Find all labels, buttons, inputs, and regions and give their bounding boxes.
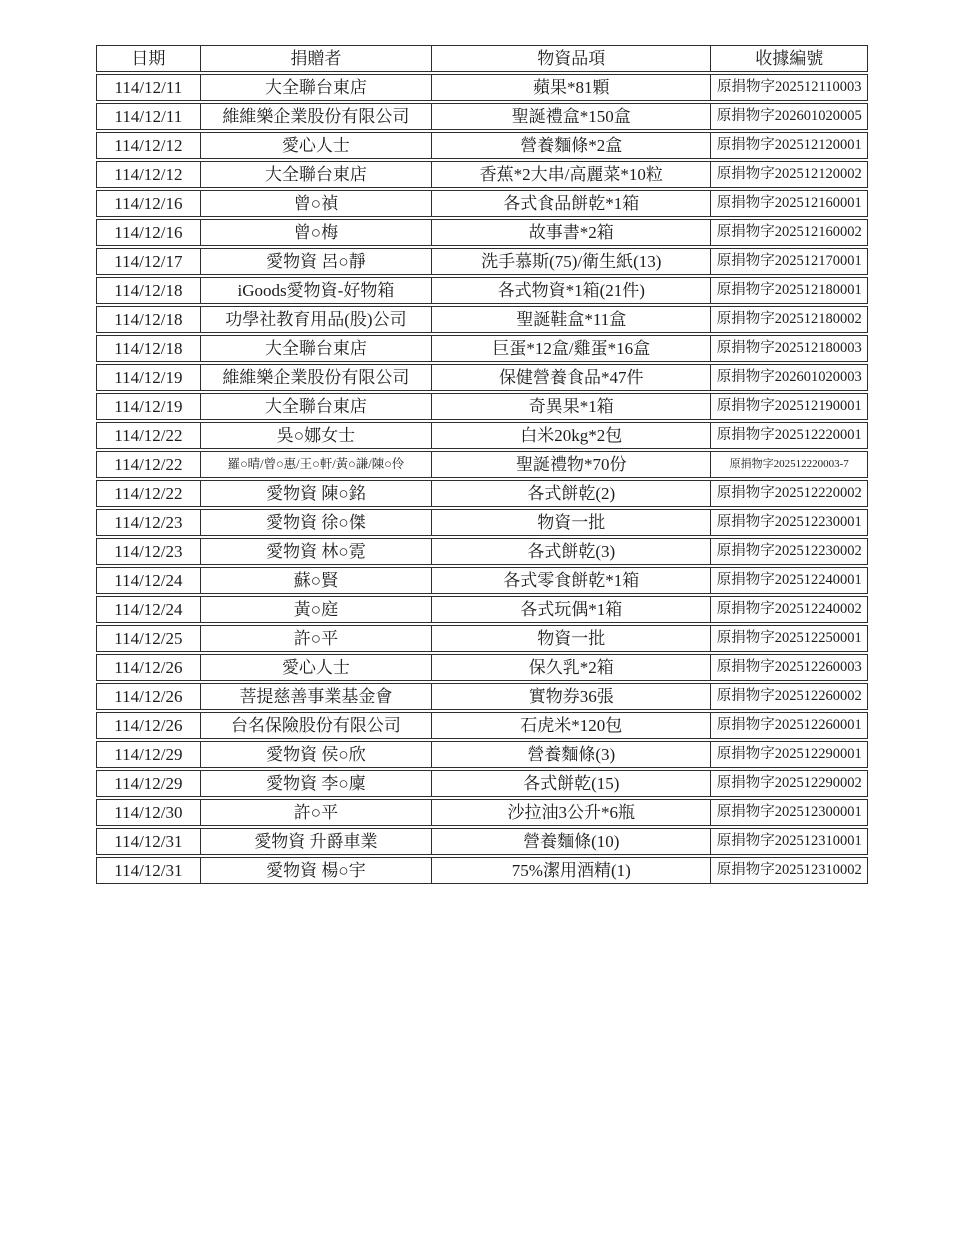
receipt-cell: 原捐物字202512240002 [716,601,862,618]
column-header-item: 物資品項 [432,46,711,71]
item-cell: 香蕉*2大串/高麗菜*10粒 [432,162,711,187]
table-row [96,625,868,652]
donor-cell: 大全聯台東店 [201,394,432,419]
item-cell: 各式餅乾(15) [432,771,711,796]
table-row [96,219,868,246]
donor-cell: 曾○梅 [201,220,432,245]
donor-cell: 愛心人士 [201,133,432,158]
receipt-cell: 原捐物字202601020003 [716,369,862,386]
receipt-cell: 原捐物字202512170001 [716,253,862,270]
column-header-receipt: 收據編號 [755,49,824,68]
item-cell: 保健營養食品*47件 [432,365,711,390]
donor-cell: 功學社教育用品(股)公司 [201,307,432,332]
table-row [96,248,868,275]
receipt-cell: 原捐物字202512110003 [716,79,862,96]
receipt-cell: 原捐物字202601020005 [716,108,862,125]
item-cell: 物資一批 [432,510,711,535]
date-cell: 114/12/25 [97,626,201,651]
donor-cell: 曾○禎 [201,191,432,216]
date-cell: 114/12/30 [97,800,201,825]
date-cell: 114/12/16 [97,220,201,245]
date-cell: 114/12/22 [97,452,201,477]
donor-cell: 愛物資 侯○欣 [201,742,432,767]
receipt-cell: 原捐物字202512230002 [716,543,862,560]
table-row [96,480,868,507]
table-row [96,364,868,391]
item-cell: 聖誕禮盒*150盒 [432,104,711,129]
item-cell: 各式零食餅乾*1箱 [432,568,711,593]
table-row [96,654,868,681]
item-cell: 蘋果*81顆 [432,75,711,100]
donor-cell: 愛物資 升爵車業 [201,829,432,854]
donor-cell: 台名保險股份有限公司 [201,713,432,738]
donor-cell: 大全聯台東店 [201,162,432,187]
donor-cell: 維維樂企業股份有限公司 [201,365,432,390]
item-cell: 各式餅乾(2) [432,481,711,506]
receipt-cell: 原捐物字202512240001 [716,572,862,589]
donor-cell: 菩提慈善事業基金會 [201,684,432,709]
table-header-row [96,45,868,72]
date-cell: 114/12/26 [97,655,201,680]
item-cell: 洗手慕斯(75)/衛生紙(13) [432,249,711,274]
item-cell: 奇異果*1箱 [432,394,711,419]
table-row [96,712,868,739]
donor-cell: iGoods愛物資-好物箱 [201,278,432,303]
table-row [96,857,868,884]
table-row [96,770,868,797]
date-cell: 114/12/31 [97,858,201,883]
table-row [96,567,868,594]
donor-cell: 許○平 [201,626,432,651]
item-cell: 各式食品餅乾*1箱 [432,191,711,216]
date-cell: 114/12/29 [97,771,201,796]
column-header-date: 日期 [97,46,201,71]
donor-cell: 愛物資 徐○傑 [201,510,432,535]
table-row [96,799,868,826]
receipt-cell: 原捐物字202512180001 [716,282,862,299]
table-row [96,451,868,478]
date-cell: 114/12/19 [97,394,201,419]
item-cell: 75%潔用酒精(1) [432,858,711,883]
receipt-cell: 原捐物字202512300001 [716,804,862,821]
date-cell: 114/12/11 [97,104,201,129]
item-cell: 巨蛋*12盒/雞蛋*16盒 [432,336,711,361]
receipt-cell: 原捐物字202512310001 [716,833,862,850]
date-cell: 114/12/19 [97,365,201,390]
date-cell: 114/12/12 [97,133,201,158]
table-row [96,828,868,855]
donor-cell: 維維樂企業股份有限公司 [201,104,432,129]
table-row [96,74,868,101]
item-cell: 實物券36張 [432,684,711,709]
donor-cell: 愛物資 陳○銘 [201,481,432,506]
date-cell: 114/12/29 [97,742,201,767]
item-cell: 聖誕鞋盒*11盒 [432,307,711,332]
date-cell: 114/12/26 [97,684,201,709]
receipt-cell: 原捐物字202512120001 [716,137,862,154]
table-row [96,422,868,449]
donor-cell: 吳○娜女士 [201,423,432,448]
donor-cell: 愛物資 呂○靜 [201,249,432,274]
table-row [96,538,868,565]
column-header-donor: 捐贈者 [201,46,432,71]
date-cell: 114/12/18 [97,336,201,361]
receipt-cell: 原捐物字202512250001 [716,630,862,647]
date-cell: 114/12/16 [97,191,201,216]
donor-cell: 愛心人士 [201,655,432,680]
table-body [96,74,868,884]
date-cell: 114/12/17 [97,249,201,274]
item-cell: 故事書*2箱 [432,220,711,245]
date-cell: 114/12/12 [97,162,201,187]
donor-cell: 愛物資 李○廩 [201,771,432,796]
date-cell: 114/12/11 [97,75,201,100]
donor-cell: 蘇○賢 [201,568,432,593]
receipt-cell: 原捐物字202512120002 [716,166,862,183]
receipt-cell: 原捐物字202512160002 [716,224,862,241]
table-row [96,132,868,159]
item-cell: 石虎米*120包 [432,713,711,738]
table-row [96,741,868,768]
table-row [96,306,868,333]
date-cell: 114/12/24 [97,568,201,593]
table-row [96,683,868,710]
table-row [96,509,868,536]
donor-cell: 羅○晴/曾○惠/王○軒/黃○謙/陳○伶 [201,452,432,477]
date-cell: 114/12/24 [97,597,201,622]
donor-cell: 愛物資 楊○宇 [201,858,432,883]
donor-cell: 愛物資 林○霓 [201,539,432,564]
donation-record-table [96,45,868,886]
receipt-cell: 原捐物字202512160001 [716,195,862,212]
receipt-cell: 原捐物字202512220001 [716,427,862,444]
table-row [96,277,868,304]
table-row [96,161,868,188]
item-cell: 各式物資*1箱(21件) [432,278,711,303]
item-cell: 物資一批 [432,626,711,651]
item-cell: 各式玩偶*1箱 [432,597,711,622]
receipt-cell: 原捐物字202512220002 [716,485,862,502]
date-cell: 114/12/22 [97,423,201,448]
date-cell: 114/12/18 [97,278,201,303]
item-cell: 營養麵條(10) [432,829,711,854]
table-row [96,596,868,623]
donor-cell: 黃○庭 [201,597,432,622]
donor-cell: 大全聯台東店 [201,75,432,100]
date-cell: 114/12/22 [97,481,201,506]
item-cell: 沙拉油3公升*6瓶 [432,800,711,825]
item-cell: 營養麵條(3) [432,742,711,767]
receipt-cell: 原捐物字202512230001 [716,514,862,531]
receipt-cell: 原捐物字202512260002 [716,688,862,705]
item-cell: 聖誕禮物*70份 [432,452,711,477]
item-cell: 各式餅乾(3) [432,539,711,564]
table-row [96,103,868,130]
date-cell: 114/12/31 [97,829,201,854]
item-cell: 白米20kg*2包 [432,423,711,448]
date-cell: 114/12/18 [97,307,201,332]
date-cell: 114/12/23 [97,539,201,564]
date-cell: 114/12/23 [97,510,201,535]
receipt-cell: 原捐物字202512220003-7 [729,458,849,470]
receipt-cell: 原捐物字202512180002 [716,311,862,328]
table-row [96,335,868,362]
item-cell: 保久乳*2箱 [432,655,711,680]
table-row [96,393,868,420]
donor-cell: 大全聯台東店 [201,336,432,361]
date-cell: 114/12/26 [97,713,201,738]
item-cell: 營養麵條*2盒 [432,133,711,158]
receipt-cell: 原捐物字202512260001 [716,717,862,734]
receipt-cell: 原捐物字202512310002 [716,862,862,879]
receipt-cell: 原捐物字202512190001 [716,398,862,415]
receipt-cell: 原捐物字202512290002 [716,775,862,792]
receipt-cell: 原捐物字202512260003 [716,659,862,676]
receipt-cell: 原捐物字202512290001 [716,746,862,763]
donor-cell: 許○平 [201,800,432,825]
table-row [96,190,868,217]
receipt-cell: 原捐物字202512180003 [716,340,862,357]
